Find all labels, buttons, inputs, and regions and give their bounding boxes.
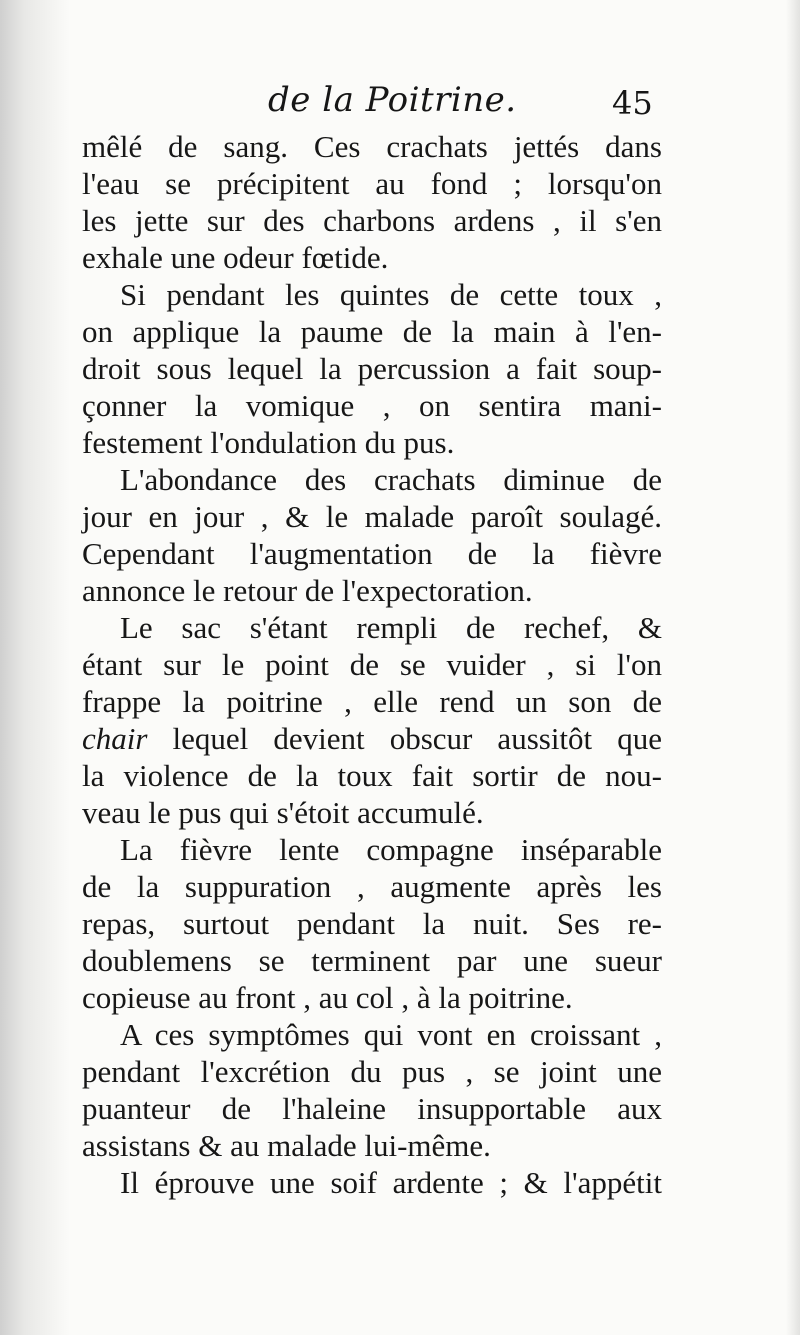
- italic-word: chair: [82, 721, 148, 756]
- page-number: 45: [612, 84, 653, 122]
- running-title: de la Poitrine.: [268, 80, 517, 120]
- text-line: étant sur le point de se vuider , si l'on: [82, 647, 662, 682]
- text-line: droit sous lequel la percussion a fait soup-: [82, 351, 662, 386]
- text-line: mêlé de sang. Ces crachats jettés dans: [82, 129, 662, 164]
- text-line: repas, surtout pendant la nuit. Ses re-: [82, 906, 662, 941]
- text-line: Le sac s'étant rempli de rechef, &: [120, 610, 662, 645]
- text-line: veau le pus qui s'étoit accumulé.: [82, 795, 484, 830]
- text-line-rest: lequel devient obscur aussitôt que: [172, 721, 663, 756]
- text-line: L'abondance des crachats diminue de: [120, 462, 662, 497]
- text-line: Si pendant les quintes de cette toux ,: [120, 277, 662, 312]
- text-line: puanteur de l'haleine insupportable aux: [82, 1091, 662, 1126]
- text-line: on applique la paume de la main à l'en-: [82, 314, 662, 349]
- text-line: doublemens se terminent par une sueur: [82, 943, 662, 978]
- text-line: la violence de la toux fait sortir de nou-: [82, 758, 662, 793]
- text-line: La fièvre lente compagne inséparable: [120, 832, 662, 867]
- text-line: çonner la vomique , on sentira mani-: [82, 388, 662, 423]
- text-line: l'eau se précipitent au fond ; lorsqu'on: [82, 166, 662, 201]
- text-line: Il éprouve une soif ardente ; & l'appétit: [120, 1165, 662, 1200]
- text-line: pendant l'excrétion du pus , se joint une: [82, 1054, 662, 1089]
- text-line: annonce le retour de l'expectoration.: [82, 573, 533, 608]
- text-line: de la suppuration , augmente après les: [82, 869, 662, 904]
- text-line: frappe la poitrine , elle rend un son de: [82, 684, 662, 719]
- text-line: assistans & au malade lui-même.: [82, 1128, 491, 1163]
- text-line: exhale une odeur fœtide.: [82, 240, 389, 275]
- text-line: copieuse au front , au col , à la poitrine.: [82, 980, 573, 1015]
- text-line: les jette sur des charbons ardens , il s'en: [82, 203, 662, 238]
- page-edge: [786, 0, 800, 1335]
- text-line: jour en jour , & le malade paroît soulagé.: [82, 499, 662, 534]
- binding-shadow: [0, 0, 70, 1335]
- text-line: Cependant l'augmentation de la fièvre: [82, 536, 662, 571]
- text-line: A ces symptômes qui vont en croissant ,: [120, 1017, 662, 1052]
- text-line: festement l'ondulation du pus.: [82, 425, 455, 460]
- text-line: [82, 720, 662, 757]
- body-text: [82, 128, 662, 1201]
